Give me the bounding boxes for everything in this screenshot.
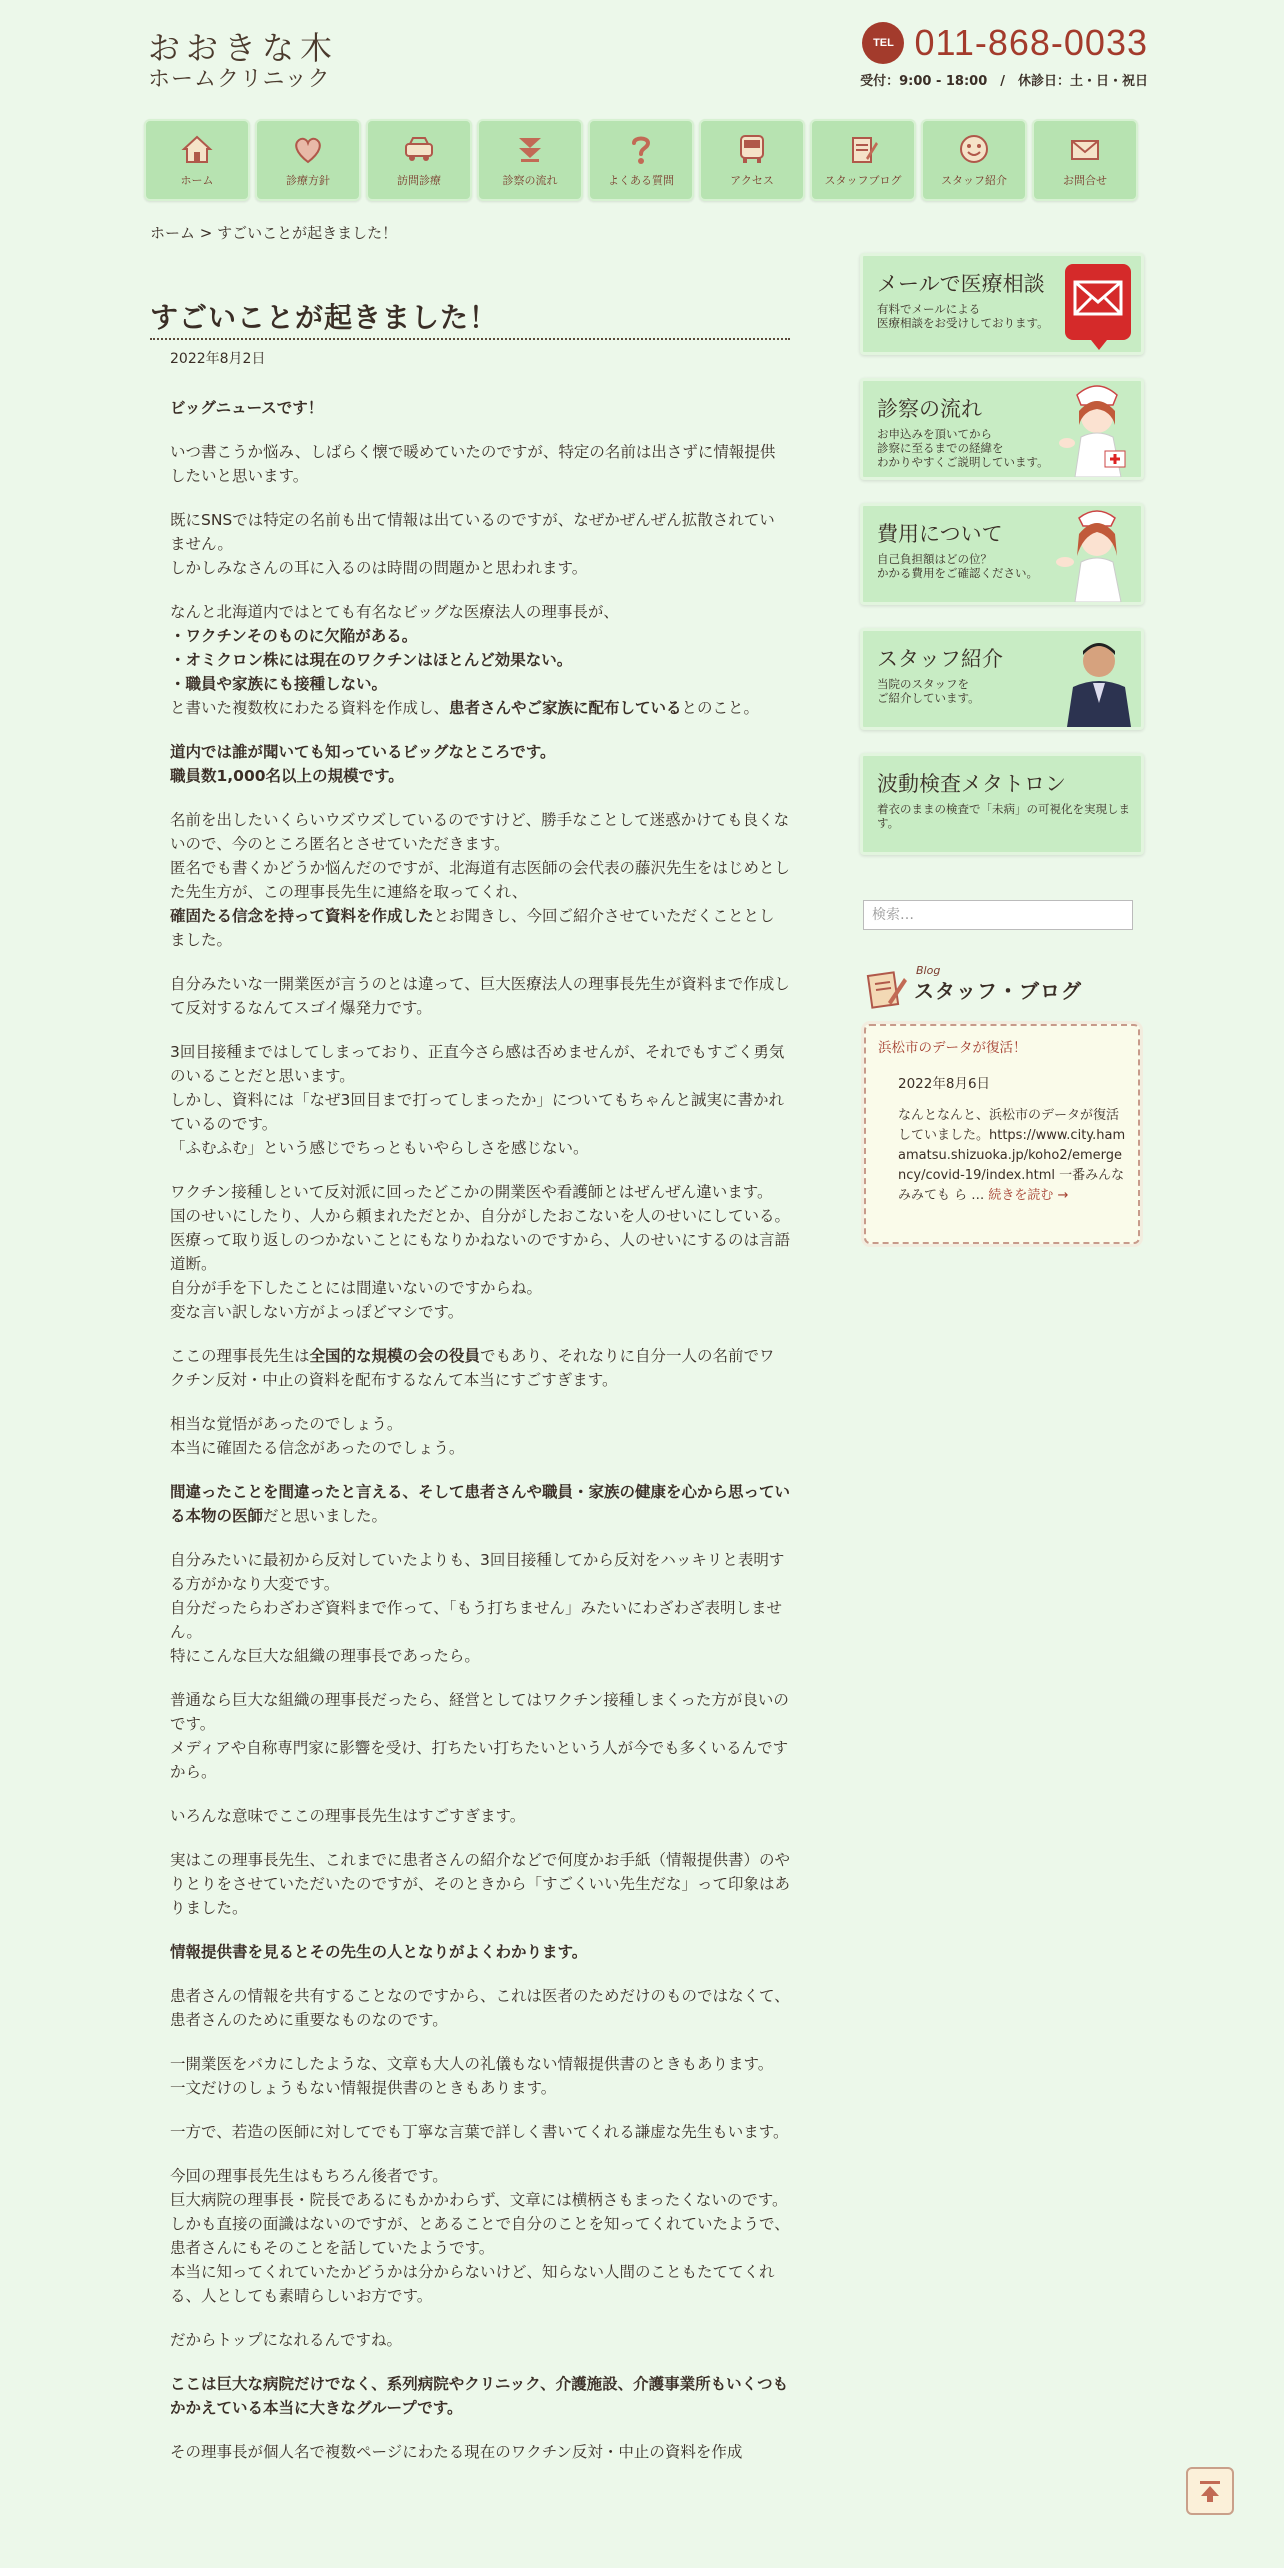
post-date: 2022年8月2日 bbox=[170, 351, 266, 367]
sidebar-card-cost[interactable] bbox=[860, 503, 1144, 605]
card-desc: 着衣のままの検査で「未病」の可視化を実現します。 bbox=[877, 802, 1130, 830]
paragraph: だからトップになれるんですね。 bbox=[170, 2331, 403, 2349]
phone-number[interactable]: 011-868-0033 bbox=[914, 22, 1148, 63]
blog-title: スタッフ・ブログ bbox=[914, 978, 1082, 1003]
article-body bbox=[170, 396, 790, 2464]
blog-post-title[interactable]: 浜松市のデータが復活！ bbox=[878, 1040, 1027, 1056]
paragraph: 3回目接種まではしてしまっており、正直今さら感は否めませんが、それでもすごく勇気のいることだと思います。 しかし、資料には「なぜ3回目まで打ってしまったか」についてもちゃんと誠実に書かれているのです。 「ふむふむ」という感じでちっともいやらしさを感じない。 bbox=[170, 1043, 785, 1157]
paragraph: ビッグニュースです！ bbox=[170, 399, 324, 417]
doctor-photo-icon bbox=[1055, 631, 1139, 727]
card-title: 費用について bbox=[877, 522, 1003, 546]
heart-icon bbox=[291, 132, 325, 166]
nav-item-contact[interactable] bbox=[1032, 119, 1138, 201]
sidebar-card-email-consult[interactable] bbox=[860, 253, 1144, 355]
pen-notepad-icon bbox=[866, 968, 908, 1010]
paragraph: 一開業医をバカにしたような、文章も大人の礼儀もない情報提供書のときもあります。 一文だけのしょうもない情報提供書のときもあります。 bbox=[170, 2055, 774, 2097]
question-icon bbox=[624, 132, 658, 166]
blog-post-excerpt: なんとなんと、浜松市のデータが復活していました。https://www.city.hamamatsu.shizuoka.jp/koho2/emergency/covid-19/index.html 一番みんなみみても ら … 続きを読む → bbox=[898, 1108, 1126, 1203]
paragraph: 今回の理事長先生はもちろん後者です。 巨大病院の理事長・院長であるにもかかわらず、文章には横柄さもまったくないのです。 しかも直接の面識はないのですが、とあることで自分のことを知ってくれていたようで、患者さんにもそのことを話していたようです。 本当に知ってくれていたかどうかは分からないけど、知らない人間のこともたててくれる、人としても素晴らしいお方です。 bbox=[170, 2167, 790, 2305]
card-title: 診察の流れ bbox=[877, 397, 982, 421]
paragraph: 間違ったことを間違ったと言える、そして患者さんや職員・家族の健康を心から思っている本物の医師だと思いました。 bbox=[170, 1483, 791, 1525]
back-to-top-button[interactable] bbox=[1186, 2467, 1234, 2515]
paragraph: ここは巨大な病院だけでなく、系列病院やクリニック、介護施設、介護事業所もいくつもかかえている本当に大きなグループです。 bbox=[170, 2375, 789, 2417]
blog-post-date: 2022年8月6日 bbox=[898, 1076, 991, 1092]
paragraph: 既にSNSでは特定の名前も出て情報は出ているのですが、なぜかぜんぜん拡散されていません。 しかしみなさんの耳に入るのは時間の問題かと思われます。 bbox=[170, 511, 775, 577]
paragraph: その理事長が個人名で複数ページにわたる現在のワクチン反対・中止の資料を作成 bbox=[170, 2443, 743, 2461]
nav-label: スタッフ紹介 bbox=[941, 174, 1007, 187]
business-hours: 受付：9:00 - 18:00 / 休診日：土・日・祝日 bbox=[860, 74, 1148, 89]
card-title: メールで医療相談 bbox=[877, 272, 1045, 296]
nav-label: アクセス bbox=[730, 174, 774, 187]
paragraph: いろんな意味でここの理事長先生はすごすぎます。 bbox=[170, 1807, 526, 1825]
card-title: スタッフ紹介 bbox=[877, 647, 1003, 671]
paragraph: 一方で、若造の医師に対してでも丁寧な言葉で詳しく書いてくれる謙虚な先生もいます。 bbox=[170, 2123, 789, 2141]
logo-line2: ホームクリニック bbox=[148, 67, 331, 92]
envelope-icon bbox=[1063, 262, 1135, 352]
paragraph: 名前を出したいくらいウズウズしているのですけど、勝手なことして迷惑かけても良くないので、今のところ匿名とさせていただきます。 匿名でも書くかどうか悩んだのですが、北海道有志医師の会代表の藤沢先生をはじめとした先生方が、この理事長先生に連絡を取ってくれ、 確固たる信念を持って資料を作成したとお聞きし、今回ご紹介させていただくこととしました。 bbox=[170, 811, 791, 949]
paragraph: 道内では誰が聞いても知っているビッグなところです。 職員数1,000名以上の規模です。 bbox=[170, 743, 556, 785]
bus-icon bbox=[735, 132, 769, 166]
paragraph: いつ書こうか悩み、しばらく懐で暖めていたのですが、特定の名前は出さずに情報提供したいと思います。 bbox=[170, 443, 776, 485]
card-desc: 有料でメールによる 医療相談をお受けしております。 bbox=[877, 302, 1049, 330]
home-icon bbox=[180, 132, 214, 166]
article bbox=[150, 296, 790, 2484]
arrow-down-icon bbox=[513, 132, 547, 166]
blog-heading[interactable] bbox=[866, 964, 1082, 1010]
sidebar-card-staff[interactable] bbox=[860, 628, 1144, 730]
nurse-illustration-icon bbox=[1055, 381, 1139, 477]
nav-item-home-visit[interactable] bbox=[366, 119, 472, 201]
nav-item-blog[interactable] bbox=[810, 119, 916, 201]
main-nav bbox=[144, 119, 1140, 201]
nurse-pointing-illustration-icon bbox=[1055, 506, 1139, 602]
nav-item-staff[interactable] bbox=[921, 119, 1027, 201]
paragraph: 自分みたいに最初から反対していたよりも、3回目接種してから反対をハッキリと表明する方がかなり大変です。 自分だったらわざわざ資料まで作って、「もう打ちません」みたいにわざわざ表明しません。 特にこんな巨大な組織の理事長であったら。 bbox=[170, 1551, 785, 1665]
nav-label: 診療方針 bbox=[286, 174, 330, 187]
paragraph: 普通なら巨大な組織の理事長だったら、経営としてはワクチン接種しまくった方が良いのです。 メディアや自称専門家に影響を受け、打ちたい打ちたいという人が今でも多くいるんですから。 bbox=[170, 1691, 789, 1781]
contact-info bbox=[860, 22, 1148, 89]
paragraph: ここの理事長先生は全国的な規模の会の役員でもあり、それなりに自分一人の名前でワクチン反対・中止の資料を配布するなんて本当にすごすぎます。 bbox=[170, 1347, 775, 1389]
tel-badge-icon: TEL bbox=[862, 22, 904, 64]
search-input[interactable] bbox=[863, 900, 1133, 930]
car-icon bbox=[402, 132, 436, 166]
page-title: すごいことが起きました！ bbox=[150, 296, 790, 340]
notepad-icon bbox=[846, 132, 880, 166]
clinic-logo[interactable] bbox=[148, 30, 338, 94]
paragraph: 患者さんの情報を共有することなのですから、これは医者のためだけのものではなくて、患者さんのために重要なものなのです。 bbox=[170, 1987, 790, 2029]
nav-item-access[interactable] bbox=[699, 119, 805, 201]
card-desc: お申込みを頂いてから 診察に至るまでの経緯を わかりやすくご説明しています。 bbox=[877, 427, 1049, 469]
nav-label: スタッフブログ bbox=[824, 174, 902, 187]
blog-small-label: Blog bbox=[916, 964, 941, 977]
nav-item-policy[interactable] bbox=[255, 119, 361, 201]
arrow-up-icon bbox=[1197, 2478, 1223, 2504]
nav-label: よくある質問 bbox=[608, 174, 674, 187]
card-title: 波動検査メタトロン bbox=[877, 772, 1066, 796]
nav-item-home[interactable] bbox=[144, 119, 250, 201]
logo-line1: おおきな木 bbox=[148, 29, 339, 67]
sidebar-card-metatron[interactable] bbox=[860, 753, 1144, 855]
nav-label: 訪問診療 bbox=[397, 174, 441, 187]
smile-icon bbox=[957, 132, 991, 166]
paragraph: 実はこの理事長先生、これまでに患者さんの紹介などで何度かお手紙（情報提供書）のやりとりをさせていただいたのですが、そのときから「すごくいい先生だな」って印象はありました。 bbox=[170, 1851, 791, 1917]
sidebar-card-flow[interactable] bbox=[860, 378, 1144, 480]
nav-item-faq[interactable] bbox=[588, 119, 694, 201]
nav-label: 診察の流れ bbox=[502, 174, 558, 187]
paragraph: なんと北海道内ではとても有名なビッグな医療法人の理事長が、 ・ワクチンそのものに欠陥がある。 ・オミクロン株には現在のワクチンはほとんど効果ない。 ・職員や家族にも接種しない。 と書いた複数枚にわたる資料を作成し、患者さんやご家族に配布しているとのこと。 bbox=[170, 603, 760, 717]
blog-post-card bbox=[864, 1024, 1140, 1244]
nav-label: お問合せ bbox=[1063, 174, 1107, 187]
nav-label: ホーム bbox=[180, 174, 214, 187]
paragraph: 自分みたいな一開業医が言うのとは違って、巨大医療法人の理事長先生が資料まで作成して反対するなんてスゴイ爆発力です。 bbox=[170, 975, 790, 1017]
breadcrumb[interactable]: ホーム > すごいことが起きました！ bbox=[150, 224, 398, 242]
paragraph: ワクチン接種しといて反対派に回ったどこかの開業医や看護師とはぜんぜん違います。 国のせいにしたり、人から頼まれただとか、自分がしたおこないを人のせいにしている。 医療って取り返しのつかないことにもなりかねないのですから、人のせいにするのは言語道断。 自分が手を下したことには間違いないのですからね。 変な言い訳しない方がよっぽどマシです。 bbox=[170, 1183, 791, 1321]
card-desc: 自己負担額はどの位？ かかる費用をご確認ください。 bbox=[877, 552, 1038, 580]
nav-item-flow[interactable] bbox=[477, 119, 583, 201]
read-more-link[interactable]: 続きを読む → bbox=[988, 1188, 1069, 1203]
paragraph: 情報提供書を見るとその先生の人となりがよくわかります。 bbox=[170, 1943, 588, 1961]
card-desc: 当院のスタッフを ご紹介しています。 bbox=[877, 677, 980, 705]
mail-icon bbox=[1068, 132, 1102, 166]
paragraph: 相当な覚悟があったのでしょう。 本当に確固たる信念があったのでしょう。 bbox=[170, 1415, 465, 1457]
